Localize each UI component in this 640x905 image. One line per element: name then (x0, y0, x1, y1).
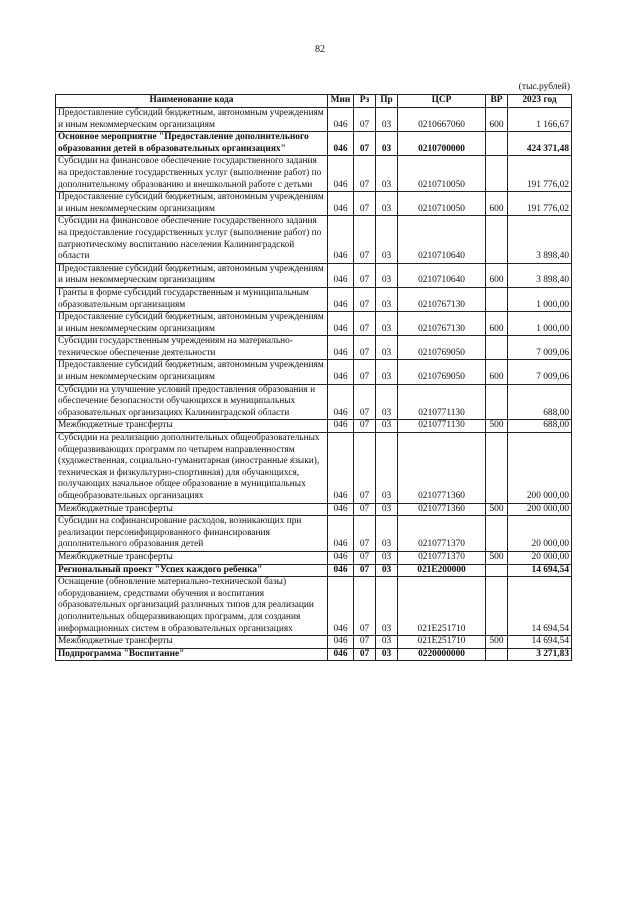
row-rz: 07 (354, 564, 376, 577)
row-amount: 1 000,00 (508, 287, 572, 311)
row-pr: 03 (376, 108, 398, 132)
row-csr: 0210769050 (398, 360, 486, 384)
row-vr: 500 (486, 420, 508, 433)
header-name: Наименование кода (56, 95, 328, 108)
row-vr (486, 648, 508, 661)
row-rz: 07 (354, 263, 376, 287)
header-amount: 2023 год (508, 95, 572, 108)
row-pr: 03 (376, 360, 398, 384)
row-min: 046 (328, 516, 354, 552)
row-rz: 07 (354, 108, 376, 132)
row-rz: 07 (354, 336, 376, 360)
row-vr: 600 (486, 263, 508, 287)
row-amount: 20 000,00 (508, 516, 572, 552)
row-vr (486, 132, 508, 156)
row-pr: 03 (376, 503, 398, 516)
row-vr (486, 156, 508, 192)
row-min: 046 (328, 336, 354, 360)
table-row (56, 636, 572, 649)
row-name: Подпрограмма "Воспитание" (56, 648, 328, 661)
row-amount: 191 776,02 (508, 192, 572, 216)
row-vr: 600 (486, 360, 508, 384)
row-rz: 07 (354, 287, 376, 311)
row-csr: 0210771360 (398, 433, 486, 504)
row-amount: 191 776,02 (508, 156, 572, 192)
row-min: 046 (328, 551, 354, 564)
row-min: 046 (328, 384, 354, 420)
table-row (56, 433, 572, 504)
row-rz: 07 (354, 360, 376, 384)
row-name: Субсидии на финансовое обеспечение государственного задания на предоставление государственных услуг (выполнение работ) по дополнительному образованию и внешкольной работе с детьми (56, 156, 328, 192)
row-pr: 03 (376, 551, 398, 564)
row-vr: 500 (486, 636, 508, 649)
row-rz: 07 (354, 132, 376, 156)
row-csr: 021E251710 (398, 636, 486, 649)
budget-table (55, 94, 572, 661)
row-rz: 07 (354, 420, 376, 433)
row-csr: 0210771130 (398, 420, 486, 433)
row-rz: 07 (354, 516, 376, 552)
row-vr: 500 (486, 503, 508, 516)
row-pr: 03 (376, 648, 398, 661)
row-rz: 07 (354, 636, 376, 649)
row-min: 046 (328, 156, 354, 192)
row-rz: 07 (354, 577, 376, 636)
row-name: Предоставление субсидий бюджетным, автономным учреждениям и иным некоммерческим организациям (56, 263, 328, 287)
row-name: Межбюджетные трансферты (56, 420, 328, 433)
row-min: 046 (328, 312, 354, 336)
table-row (56, 420, 572, 433)
units-label: (тыс.рублей) (518, 82, 570, 92)
row-rz: 07 (354, 433, 376, 504)
row-name: Предоставление субсидий бюджетным, автономным учреждениям и иным некоммерческим организациям (56, 192, 328, 216)
header-min: Мин (328, 95, 354, 108)
row-name: Межбюджетные трансферты (56, 551, 328, 564)
row-csr: 0210771370 (398, 516, 486, 552)
row-rz: 07 (354, 384, 376, 420)
table-row (56, 503, 572, 516)
row-rz: 07 (354, 648, 376, 661)
row-pr: 03 (376, 516, 398, 552)
row-csr: 0210771370 (398, 551, 486, 564)
row-vr (486, 577, 508, 636)
row-amount: 7 009,06 (508, 336, 572, 360)
row-csr: 0210771130 (398, 384, 486, 420)
row-csr: 0210767130 (398, 312, 486, 336)
row-name: Гранты в форме субсидий государственным и муниципальным образовательным организациям (56, 287, 328, 311)
row-name: Предоставление субсидий бюджетным, автономным учреждениям и иным некоммерческим организациям (56, 360, 328, 384)
row-rz: 07 (354, 503, 376, 516)
row-name: Региональный проект "Успех каждого ребенка" (56, 564, 328, 577)
table-row (56, 648, 572, 661)
row-min: 046 (328, 132, 354, 156)
table-row (56, 564, 572, 577)
row-amount: 200 000,00 (508, 433, 572, 504)
row-csr: 0210710640 (398, 263, 486, 287)
row-pr: 03 (376, 636, 398, 649)
table-row (56, 287, 572, 311)
row-min: 046 (328, 108, 354, 132)
row-min: 046 (328, 433, 354, 504)
row-rz: 07 (354, 216, 376, 263)
row-vr: 600 (486, 192, 508, 216)
row-min: 046 (328, 192, 354, 216)
row-pr: 03 (376, 577, 398, 636)
row-vr (486, 516, 508, 552)
row-amount: 14 694,54 (508, 564, 572, 577)
row-pr: 03 (376, 420, 398, 433)
table-row (56, 360, 572, 384)
row-csr: 0210710050 (398, 156, 486, 192)
row-rz: 07 (354, 192, 376, 216)
table-row (56, 156, 572, 192)
row-amount: 7 009,06 (508, 360, 572, 384)
row-vr (486, 433, 508, 504)
row-pr: 03 (376, 132, 398, 156)
row-amount: 424 371,48 (508, 132, 572, 156)
row-min: 046 (328, 216, 354, 263)
row-amount: 3 898,40 (508, 263, 572, 287)
row-pr: 03 (376, 336, 398, 360)
row-pr: 03 (376, 216, 398, 263)
row-name: Субсидии на финансовое обеспечение государственного задания на предоставление государственных услуг (выполнение работ) по патриотическому воспитанию населения Калининградской области (56, 216, 328, 263)
table-row (56, 384, 572, 420)
row-amount: 200 000,00 (508, 503, 572, 516)
row-min: 046 (328, 503, 354, 516)
row-amount: 1 166,67 (508, 108, 572, 132)
table-row (56, 516, 572, 552)
row-name: Субсидии на улучшение условий предоставления образования и обеспечение безопасности обучающихся в муниципальных образовательных организациях Калининградской области (56, 384, 328, 420)
row-pr: 03 (376, 312, 398, 336)
row-min: 046 (328, 636, 354, 649)
table-row (56, 312, 572, 336)
row-csr: 0210710050 (398, 192, 486, 216)
row-min: 046 (328, 564, 354, 577)
row-csr: 0220000000 (398, 648, 486, 661)
row-pr: 03 (376, 192, 398, 216)
row-min: 046 (328, 577, 354, 636)
header-vr: ВР (486, 95, 508, 108)
row-vr (486, 287, 508, 311)
row-amount: 14 694,54 (508, 636, 572, 649)
table-row (56, 108, 572, 132)
table-row (56, 192, 572, 216)
header-rz: Рз (354, 95, 376, 108)
row-min: 046 (328, 648, 354, 661)
row-pr: 03 (376, 433, 398, 504)
row-csr: 0210769050 (398, 336, 486, 360)
row-vr: 500 (486, 551, 508, 564)
row-rz: 07 (354, 312, 376, 336)
table-row (56, 577, 572, 636)
row-vr (486, 384, 508, 420)
row-pr: 03 (376, 564, 398, 577)
row-vr (486, 216, 508, 263)
row-pr: 03 (376, 287, 398, 311)
row-pr: 03 (376, 384, 398, 420)
row-amount: 1 000,00 (508, 312, 572, 336)
row-name: Субсидии государственным учреждениям на материально-техническое обеспечение деятельности (56, 336, 328, 360)
row-min: 046 (328, 263, 354, 287)
row-min: 046 (328, 360, 354, 384)
row-amount: 3 271,83 (508, 648, 572, 661)
row-vr (486, 336, 508, 360)
table-row (56, 132, 572, 156)
row-name: Межбюджетные трансферты (56, 636, 328, 649)
row-csr: 0210667060 (398, 108, 486, 132)
row-min: 046 (328, 287, 354, 311)
row-name: Основное мероприятие "Предоставление дополнительного образования детей в образовательных организациях" (56, 132, 328, 156)
row-pr: 03 (376, 156, 398, 192)
row-name: Субсидии на реализацию дополнительных общеобразовательных общеразвивающих программ по четырем направленностям (художественная, социально-гуманитарная (иностранные языки), техническая и физкультурно-спортивная) для обучающихся, получающих начальное общее образование в муниципальных общеобразовательных организациях (56, 433, 328, 504)
row-csr: 0210700000 (398, 132, 486, 156)
table-row (56, 216, 572, 263)
row-min: 046 (328, 420, 354, 433)
row-rz: 07 (354, 551, 376, 564)
row-name: Предоставление субсидий бюджетным, автономным учреждениям и иным некоммерческим организациям (56, 108, 328, 132)
header-row (56, 95, 572, 108)
row-amount: 688,00 (508, 384, 572, 420)
table-row (56, 551, 572, 564)
row-vr (486, 564, 508, 577)
row-csr: 0210771360 (398, 503, 486, 516)
row-amount: 688,00 (508, 420, 572, 433)
row-amount: 14 694,54 (508, 577, 572, 636)
row-pr: 03 (376, 263, 398, 287)
row-rz: 07 (354, 156, 376, 192)
table-row (56, 263, 572, 287)
row-csr: 0210710640 (398, 216, 486, 263)
table-row (56, 336, 572, 360)
row-vr: 600 (486, 312, 508, 336)
row-vr: 600 (486, 108, 508, 132)
row-csr: 021E200000 (398, 564, 486, 577)
page-number: 82 (315, 44, 325, 55)
row-name: Межбюджетные трансферты (56, 503, 328, 516)
row-name: Предоставление субсидий бюджетным, автономным учреждениям и иным некоммерческим организациям (56, 312, 328, 336)
row-amount: 20 000,00 (508, 551, 572, 564)
header-pr: Пр (376, 95, 398, 108)
row-csr: 021E251710 (398, 577, 486, 636)
row-name: Субсидии на софинансирование расходов, возникающих при реализации персонифицированного финансирования дополнительного образования детей (56, 516, 328, 552)
row-csr: 0210767130 (398, 287, 486, 311)
row-name: Оснащение (обновление материально-технической базы) оборудованием, средствами обучения и воспитания образовательных организаций различных типов для реализации дополнительных общеразвивающих программ, для создания информационных систем в образовательных организациях (56, 577, 328, 636)
row-amount: 3 898,40 (508, 216, 572, 263)
header-csr: ЦСР (398, 95, 486, 108)
